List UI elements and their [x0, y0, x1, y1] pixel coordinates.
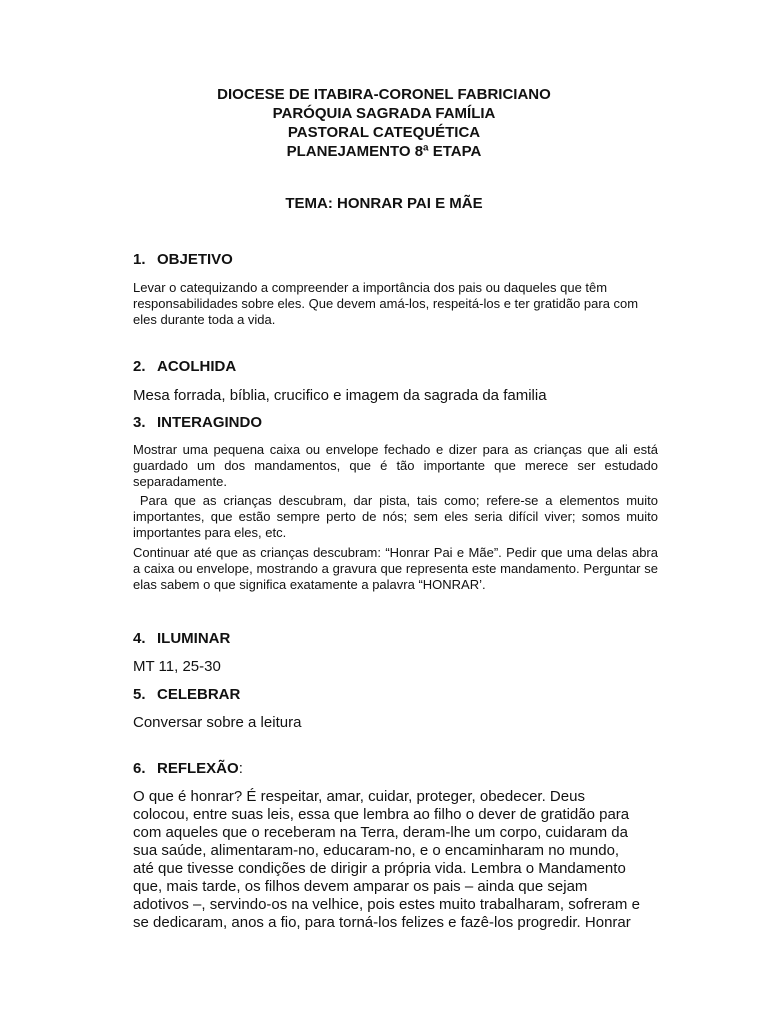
- reflexao-line: sua saúde, alimentaram-no, educaram-no, e o encaminharam no mundo,: [133, 842, 620, 859]
- section-number: 1.: [133, 251, 146, 268]
- section-title-colon: :: [238, 760, 243, 777]
- section-title: INTERAGINDO: [157, 414, 262, 431]
- header-diocese: DIOCESE DE ITABIRA-CORONEL FABRICIANO: [217, 86, 551, 103]
- reflexao-line: com aqueles que o receberam na Terra, deram-lhe um corpo, cuidaram da: [133, 824, 628, 841]
- header-parish: PARÓQUIA SAGRADA FAMÍLIA: [272, 105, 496, 122]
- reflexao-line: até que tivesse condições de dirigir a própria vida. Lembra o Mandamento: [133, 860, 626, 877]
- header-pastoral: PASTORAL CATEQUÉTICA: [287, 124, 481, 141]
- section-title: OBJETIVO: [157, 251, 233, 268]
- section-title: REFLEXÃO: [157, 760, 239, 777]
- header-planning: PLANEJAMENTO 8ª ETAPA: [286, 143, 482, 160]
- reflexao-line: colocou, entre suas leis, essa que lembra ao filho o dever de gratidão para: [133, 806, 630, 823]
- section-number: 3.: [133, 414, 146, 431]
- section-title: CELEBRAR: [157, 686, 241, 703]
- reflexao-line: adotivos –, servindo-os na velhice, pois estes muito trabalharam, sofreram e: [133, 896, 640, 913]
- document-header: [0, 85, 768, 161]
- section-objetivo-heading: [133, 251, 233, 268]
- celebrar-text: Conversar sobre a leitura: [133, 714, 302, 731]
- interagindo-paragraph-2: Para que as crianças descubram, dar pista, tais como; refere-se a elementos muito importantes, que estão sempre perto de nós; sem eles seria difícil viver; somos muito importantes para eles, etc.: [133, 493, 662, 540]
- reflexao-line: que, mais tarde, os filhos devem amparar os pais – ainda que sejam: [133, 878, 588, 895]
- section-interagindo-heading: [133, 414, 262, 431]
- section-title: ACOLHIDA: [157, 358, 237, 375]
- section-iluminar-heading: [133, 630, 230, 647]
- section-acolhida-heading: [133, 358, 236, 375]
- theme-title: TEMA: HONRAR PAI E MÃE: [285, 195, 483, 212]
- reflexao-line: se dedicaram, anos a fio, para torná-los felizes e fazê-los progredir. Honrar: [133, 914, 631, 931]
- section-reflexao-heading: [133, 760, 243, 777]
- section-number: 5.: [133, 686, 146, 703]
- section-number: 2.: [133, 358, 146, 375]
- section-celebrar-heading: [133, 686, 240, 703]
- section-number: 4.: [133, 630, 146, 647]
- reflexao-text: [133, 788, 658, 932]
- section-number: 6.: [133, 760, 146, 777]
- reflexao-line: O que é honrar? É respeitar, amar, cuidar, proteger, obedecer. Deus: [133, 788, 585, 805]
- interagindo-paragraph-3: Continuar até que as crianças descubram: “Honrar Pai e Mãe”. Pedir que uma delas abra a caixa ou envelope, mostrando a gravura que representa este mandamento. Perguntar se elas sabem o que significa exatamente a palavra “HONRAR’.: [133, 545, 658, 592]
- objetivo-text: Levar o catequizando a compreender a importância dos pais ou daqueles que têm responsabilidades sobre eles. Que devem amá-los, respeitá-los e ter gratidão para com eles durante toda a vida.: [133, 280, 639, 327]
- section-title: ILUMINAR: [157, 630, 231, 647]
- iluminar-text: MT 11, 25-30: [133, 658, 221, 675]
- acolhida-text: Mesa forrada, bíblia, crucifico e imagem da sagrada da familia: [133, 387, 547, 404]
- interagindo-paragraph-1: Mostrar uma pequena caixa ou envelope fechado e dizer para as crianças que ali está guardado um dos mandamentos, que é tão importante que merece ser estudado separadamente.: [133, 442, 658, 489]
